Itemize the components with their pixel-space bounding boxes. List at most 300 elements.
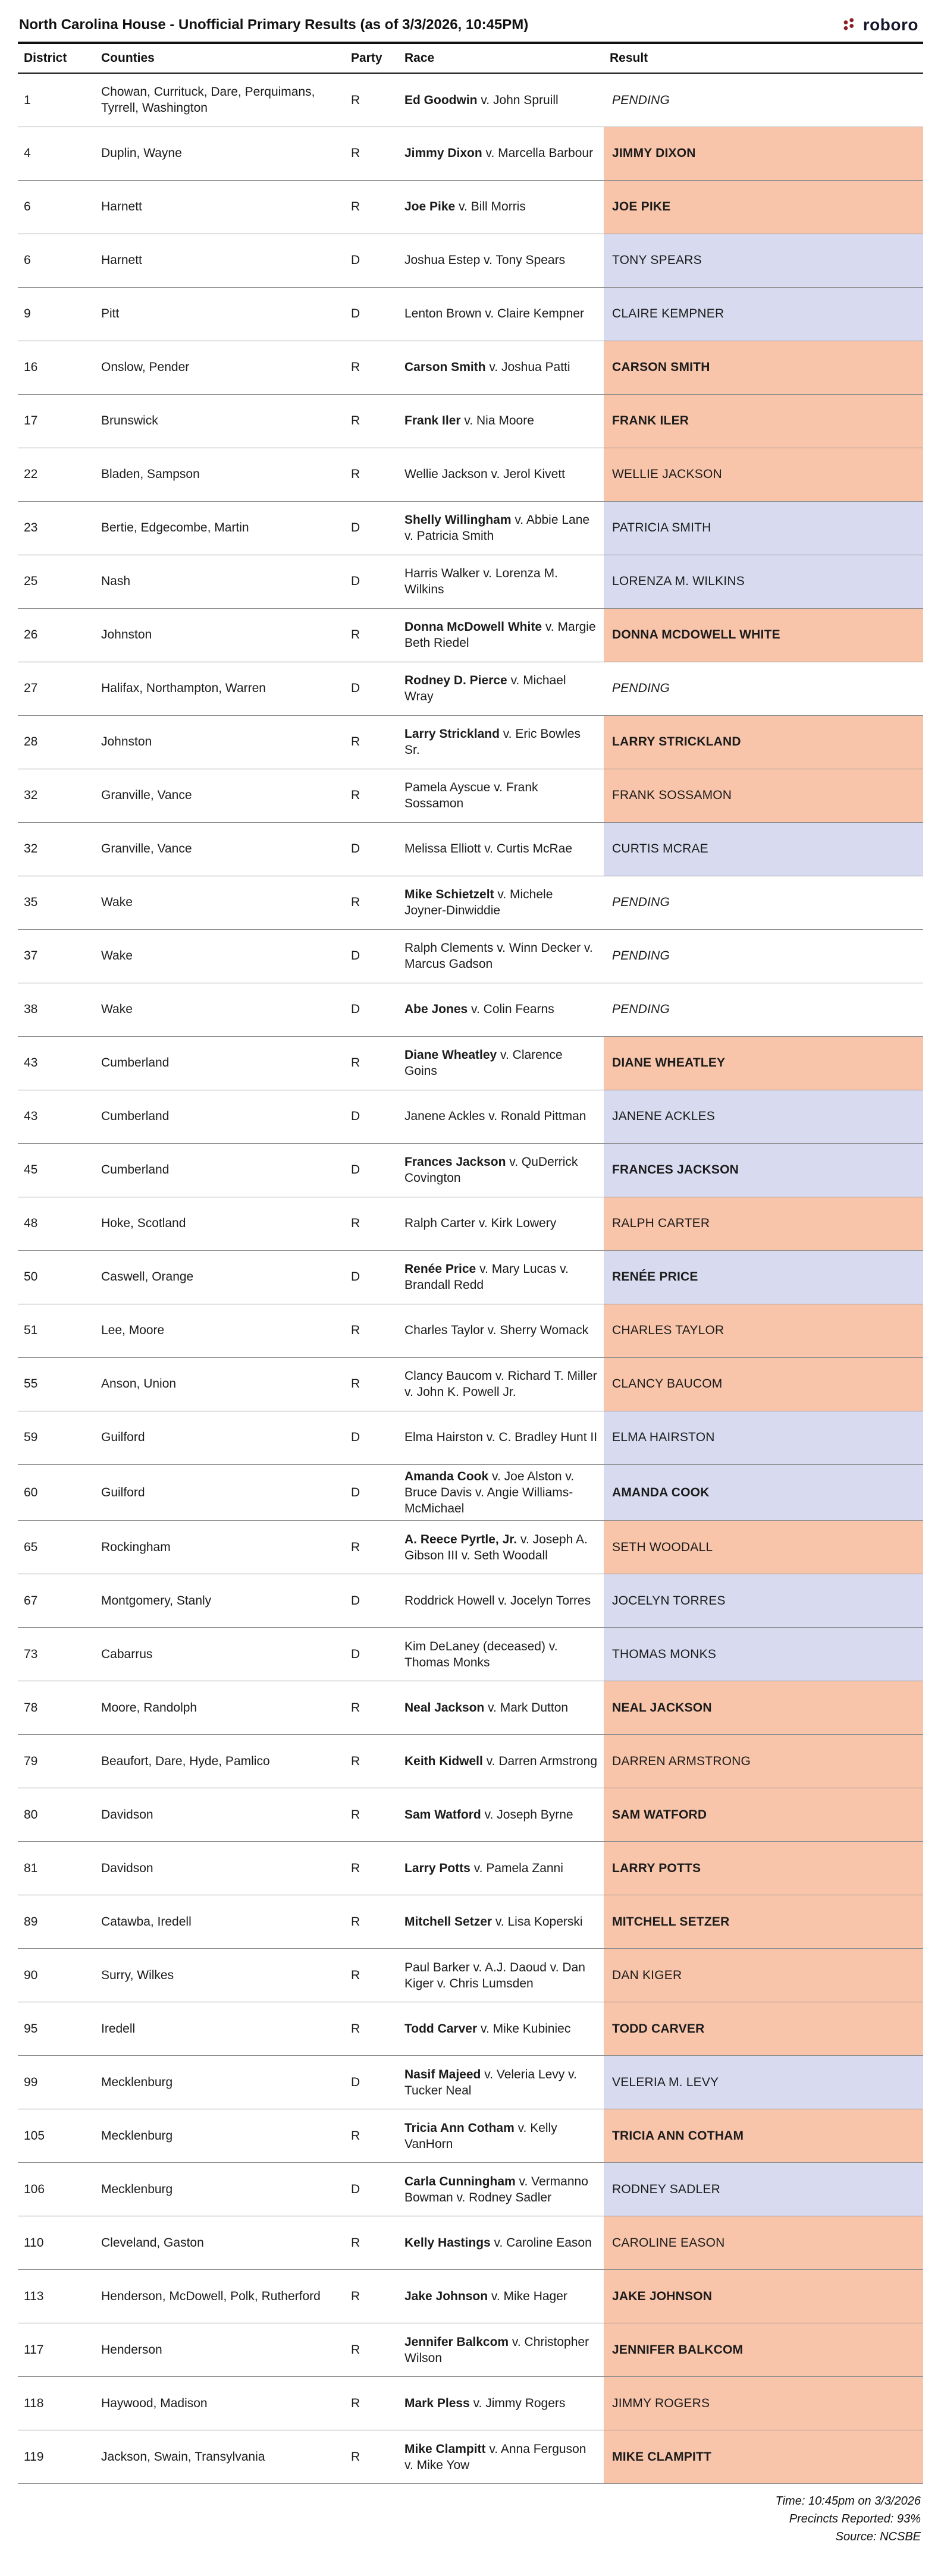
- result-cell: [604, 822, 923, 876]
- table-header-row: [18, 43, 923, 73]
- race-cell: [399, 1464, 604, 1521]
- counties-cell: Anson, Union: [95, 1357, 345, 1411]
- result-value: TRICIA ANN COTHAM: [612, 2129, 744, 2143]
- party-cell: R: [345, 1681, 399, 1735]
- district-cell: 50: [18, 1250, 95, 1304]
- counties-cell: Davidson: [95, 1788, 345, 1842]
- candidate-name: Angie Williams-McMichael: [404, 1485, 573, 1516]
- counties-cell: Henderson: [95, 2323, 345, 2377]
- race-cell: [399, 715, 604, 769]
- result-cell: [604, 2056, 923, 2109]
- versus-separator: v.: [470, 1861, 487, 1876]
- result-cell: [604, 876, 923, 929]
- candidate-name: Abbie Lane: [526, 512, 590, 527]
- candidate-name: Rodney Sadler: [469, 2190, 552, 2204]
- candidate-name: Keith Kidwell: [404, 1754, 483, 1769]
- party-cell: R: [345, 1788, 399, 1842]
- candidate-name: Curtis McRae: [496, 842, 573, 856]
- party-cell: R: [345, 180, 399, 234]
- versus-separator: v.: [477, 2022, 493, 2036]
- party-cell: R: [345, 1304, 399, 1357]
- table-row: [18, 555, 923, 608]
- race-cell: [399, 1090, 604, 1143]
- result-value: LARRY POTTS: [612, 1861, 701, 1876]
- counties-cell: Moore, Randolph: [95, 1681, 345, 1735]
- candidate-name: Wellie Jackson: [404, 467, 488, 482]
- header-bar: [18, 14, 923, 42]
- candidate-name: Ralph Carter: [404, 1216, 476, 1231]
- roboro-logo: [842, 15, 922, 34]
- race-cell: [399, 1250, 604, 1304]
- district-cell: 48: [18, 1197, 95, 1250]
- race-cell: [399, 1357, 604, 1411]
- result-cell: [604, 2163, 923, 2216]
- district-cell: 81: [18, 1842, 95, 1895]
- candidate-name: Neal Jackson: [404, 1701, 485, 1715]
- result-value: RODNEY SADLER: [612, 2182, 720, 2197]
- race-cell: [399, 2109, 604, 2163]
- result-value: JOE PIKE: [612, 200, 671, 214]
- result-value: RENÉE PRICE: [612, 1270, 698, 1284]
- party-cell: R: [345, 1735, 399, 1788]
- footer: [18, 2492, 923, 2546]
- candidate-name: Shelly Willingham: [404, 512, 512, 527]
- table-row: [18, 2163, 923, 2216]
- result-cell: [604, 1735, 923, 1788]
- versus-separator: v.: [472, 1485, 487, 1499]
- table-row: [18, 1681, 923, 1735]
- party-cell: D: [345, 1628, 399, 1681]
- party-cell: R: [345, 1895, 399, 1949]
- candidate-name: C. Bradley Hunt II: [498, 1430, 598, 1445]
- district-cell: 16: [18, 341, 95, 394]
- district-cell: 6: [18, 180, 95, 234]
- district-cell: 65: [18, 1521, 95, 1574]
- candidate-name: Tony Spears: [495, 253, 566, 268]
- versus-separator: v.: [545, 1639, 558, 1653]
- candidate-name: Eric Bowles Sr.: [404, 726, 581, 757]
- result-value: SAM WATFORD: [612, 1808, 707, 1822]
- result-value: CARSON SMITH: [612, 360, 710, 375]
- versus-separator: v.: [564, 2067, 577, 2081]
- result-cell: [604, 2430, 923, 2484]
- race-cell: [399, 929, 604, 983]
- versus-separator: v.: [457, 1548, 474, 1562]
- result-value: FRANCES JACKSON: [612, 1163, 739, 1177]
- candidate-name: Tucker Neal: [404, 2083, 472, 2097]
- candidate-name: Mike Schietzelt: [404, 887, 494, 901]
- party-cell: D: [345, 287, 399, 341]
- versus-separator: v.: [404, 2458, 417, 2472]
- candidate-name: Chris Lumsden: [449, 1976, 534, 1990]
- district-cell: 113: [18, 2270, 95, 2323]
- table-row: [18, 1357, 923, 1411]
- result-cell: [604, 448, 923, 501]
- candidate-name: Dan Kiger: [404, 1960, 585, 1990]
- result-cell: [604, 2002, 923, 2056]
- versus-separator: v.: [481, 1808, 497, 1822]
- result-value: MIKE CLAMPITT: [612, 2450, 712, 2464]
- candidate-name: Darren Armstrong: [498, 1754, 598, 1769]
- counties-cell: Surry, Wilkes: [95, 1949, 345, 2002]
- candidate-name: Brandall Redd: [404, 1278, 484, 1292]
- result-value: DAN KIGER: [612, 1968, 682, 1983]
- result-value: PENDING: [612, 949, 670, 963]
- counties-cell: Guilford: [95, 1411, 345, 1464]
- race-cell: [399, 769, 604, 822]
- result-cell: [604, 1464, 923, 1521]
- party-cell: R: [345, 73, 399, 127]
- table-row: [18, 1090, 923, 1143]
- result-value: AMANDA COOK: [612, 1485, 710, 1499]
- versus-separator: v.: [481, 842, 497, 856]
- party-cell: D: [345, 2056, 399, 2109]
- versus-separator: v.: [511, 512, 526, 527]
- table-row: [18, 1411, 923, 1464]
- candidate-name: Claire Kempner: [497, 307, 584, 321]
- party-cell: D: [345, 234, 399, 287]
- candidate-name: Renée Price: [404, 1262, 476, 1276]
- versus-separator: v.: [492, 1915, 508, 1929]
- race-cell: [399, 1842, 604, 1895]
- footer-source: Source: NCSBE: [835, 2530, 921, 2544]
- counties-cell: Harnett: [95, 234, 345, 287]
- party-cell: R: [345, 341, 399, 394]
- counties-cell: Mecklenburg: [95, 2163, 345, 2216]
- counties-cell: Mecklenburg: [95, 2056, 345, 2109]
- district-cell: 110: [18, 2216, 95, 2270]
- candidate-name: Clancy Baucom: [404, 1369, 493, 1383]
- counties-cell: Haywood, Madison: [95, 2377, 345, 2430]
- versus-separator: v.: [490, 780, 506, 794]
- results-table-body: [18, 73, 923, 2484]
- versus-separator: v.: [488, 1469, 504, 1483]
- race-cell: [399, 2430, 604, 2484]
- candidate-name: Jimmy Dixon: [404, 146, 482, 161]
- table-row: [18, 341, 923, 394]
- result-cell: [604, 73, 923, 127]
- table-row: [18, 2270, 923, 2323]
- candidate-name: Roddrick Howell: [404, 1594, 495, 1608]
- district-cell: 99: [18, 2056, 95, 2109]
- candidate-name: Ed Goodwin: [404, 93, 478, 107]
- candidate-name: Richard T. Miller: [507, 1369, 597, 1383]
- table-row: [18, 2377, 923, 2430]
- candidate-name: Carla Cunningham: [404, 2174, 516, 2188]
- party-cell: D: [345, 1250, 399, 1304]
- candidate-name: Jimmy Rogers: [485, 2396, 566, 2411]
- candidate-name: Bruce Davis: [404, 1485, 472, 1499]
- candidate-name: Jake Johnson: [404, 2289, 488, 2304]
- district-cell: 80: [18, 1788, 95, 1842]
- party-cell: R: [345, 876, 399, 929]
- versus-separator: v.: [494, 1594, 511, 1608]
- party-cell: R: [345, 394, 399, 448]
- candidate-name: Ronald Pittman: [500, 1109, 586, 1124]
- result-value: JIMMY DIXON: [612, 146, 696, 161]
- table-row: [18, 2216, 923, 2270]
- candidate-name: John Spruill: [493, 93, 559, 107]
- counties-cell: Beaufort, Dare, Hyde, Pamlico: [95, 1735, 345, 1788]
- table-row: [18, 1197, 923, 1250]
- result-cell: [604, 1842, 923, 1895]
- candidate-name: Mike Yow: [416, 2458, 470, 2472]
- district-cell: 78: [18, 1681, 95, 1735]
- candidate-name: Seth Woodall: [473, 1548, 548, 1562]
- candidate-name: Todd Carver: [404, 2022, 478, 2036]
- versus-separator: v.: [556, 1262, 569, 1276]
- versus-separator: v.: [453, 2190, 469, 2204]
- table-row: [18, 1036, 923, 1090]
- counties-cell: Onslow, Pender: [95, 341, 345, 394]
- race-cell: [399, 1628, 604, 1681]
- candidate-name: Lorenza M. Wilkins: [404, 566, 558, 596]
- candidate-name: Tricia Ann Cotham: [404, 2121, 515, 2135]
- district-cell: 90: [18, 1949, 95, 2002]
- party-cell: D: [345, 929, 399, 983]
- candidate-name: Nia Moore: [476, 414, 534, 428]
- table-row: [18, 1735, 923, 1788]
- counties-cell: Montgomery, Stanly: [95, 1574, 345, 1628]
- result-cell: [604, 1788, 923, 1842]
- result-cell: [604, 394, 923, 448]
- candidate-name: Harris Walker: [404, 566, 480, 580]
- versus-separator: v.: [485, 1109, 501, 1124]
- result-value: MITCHELL SETZER: [612, 1915, 730, 1929]
- district-cell: 45: [18, 1143, 95, 1197]
- result-value: CLANCY BAUCOM: [612, 1377, 723, 1391]
- district-cell: 23: [18, 501, 95, 555]
- versus-separator: v.: [485, 2442, 501, 2456]
- race-cell: [399, 555, 604, 608]
- candidate-name: Kelly VanHorn: [404, 2121, 557, 2151]
- result-value: JENNIFER BALKCOM: [612, 2343, 744, 2357]
- result-value: TODD CARVER: [612, 2022, 705, 2036]
- candidate-name: Nasif Majeed: [404, 2067, 481, 2081]
- versus-separator: v.: [581, 941, 593, 955]
- party-cell: R: [345, 1521, 399, 1574]
- table-row: [18, 2109, 923, 2163]
- party-cell: D: [345, 822, 399, 876]
- counties-cell: Jackson, Swain, Transylvania: [95, 2430, 345, 2484]
- table-row: [18, 1304, 923, 1357]
- counties-cell: Bertie, Edgecombe, Martin: [95, 501, 345, 555]
- race-cell: [399, 1521, 604, 1574]
- party-cell: R: [345, 1036, 399, 1090]
- result-cell: [604, 1090, 923, 1143]
- versus-separator: v.: [476, 1262, 492, 1276]
- race-cell: [399, 448, 604, 501]
- result-cell: [604, 1895, 923, 1949]
- race-cell: [399, 608, 604, 662]
- versus-separator: v.: [485, 360, 501, 375]
- candidate-name: A.J. Daoud: [485, 1960, 547, 1974]
- candidate-name: Frank Sossamon: [404, 780, 538, 810]
- versus-separator: v.: [488, 2289, 504, 2304]
- result-cell: [604, 2377, 923, 2430]
- counties-cell: Bladen, Sampson: [95, 448, 345, 501]
- versus-separator: v.: [469, 2396, 486, 2411]
- results-table: [18, 42, 923, 2484]
- counties-cell: Caswell, Orange: [95, 1250, 345, 1304]
- table-row: [18, 1574, 923, 1628]
- versus-separator: v.: [404, 529, 417, 543]
- counties-cell: Pitt: [95, 287, 345, 341]
- party-cell: R: [345, 1197, 399, 1250]
- table-row: [18, 983, 923, 1036]
- versus-separator: v.: [404, 1385, 417, 1399]
- district-cell: 38: [18, 983, 95, 1036]
- versus-separator: v.: [507, 673, 523, 687]
- versus-separator: v.: [434, 1976, 450, 1990]
- counties-cell: Wake: [95, 876, 345, 929]
- result-cell: [604, 180, 923, 234]
- race-cell: [399, 1788, 604, 1842]
- result-value: PENDING: [612, 93, 670, 107]
- district-cell: 60: [18, 1464, 95, 1521]
- result-cell: [604, 662, 923, 715]
- district-cell: 117: [18, 2323, 95, 2377]
- race-cell: [399, 394, 604, 448]
- result-cell: [604, 929, 923, 983]
- versus-separator: v.: [468, 1002, 484, 1017]
- counties-cell: Nash: [95, 555, 345, 608]
- table-row: [18, 287, 923, 341]
- race-cell: [399, 1681, 604, 1735]
- candidate-name: Kelly Hastings: [404, 2236, 491, 2250]
- candidate-name: Mike Kubiniec: [493, 2022, 571, 2036]
- table-row: [18, 1895, 923, 1949]
- candidate-name: Frances Jackson: [404, 1155, 506, 1169]
- table-row: [18, 876, 923, 929]
- party-cell: D: [345, 1411, 399, 1464]
- race-cell: [399, 2163, 604, 2216]
- column-header-district: District: [18, 43, 95, 73]
- versus-separator: v.: [515, 2174, 532, 2188]
- party-cell: D: [345, 501, 399, 555]
- district-cell: 43: [18, 1090, 95, 1143]
- result-value: LARRY STRICKLAND: [612, 735, 741, 749]
- party-cell: R: [345, 2430, 399, 2484]
- table-row: [18, 394, 923, 448]
- result-cell: [604, 555, 923, 608]
- party-cell: R: [345, 1842, 399, 1895]
- counties-cell: Harnett: [95, 180, 345, 234]
- candidate-name: Joseph A. Gibson III: [404, 1532, 588, 1562]
- versus-separator: v.: [497, 1048, 513, 1062]
- table-row: [18, 769, 923, 822]
- result-cell: [604, 287, 923, 341]
- candidate-name: Marcella Barbour: [498, 146, 594, 161]
- candidate-name: QuDerrick Covington: [404, 1155, 578, 1185]
- race-cell: [399, 1574, 604, 1628]
- result-value: DONNA MCDOWELL WHITE: [612, 628, 780, 642]
- party-cell: R: [345, 448, 399, 501]
- candidate-name: Donna McDowell White: [404, 619, 542, 634]
- race-cell: [399, 2056, 604, 2109]
- party-cell: R: [345, 2216, 399, 2270]
- party-cell: D: [345, 1574, 399, 1628]
- result-value: JOCELYN TORRES: [612, 1594, 726, 1608]
- race-cell: [399, 73, 604, 127]
- race-cell: [399, 822, 604, 876]
- race-cell: [399, 127, 604, 180]
- race-cell: [399, 1036, 604, 1090]
- versus-separator: v.: [492, 1369, 508, 1383]
- result-value: NEAL JACKSON: [612, 1701, 712, 1715]
- result-cell: [604, 1628, 923, 1681]
- result-cell: [604, 1681, 923, 1735]
- candidate-name: Kim DeLaney (deceased): [404, 1639, 545, 1653]
- candidate-name: Janene Ackles: [404, 1109, 485, 1124]
- candidate-name: Jocelyn Torres: [510, 1594, 591, 1608]
- roboro-logo-text: roboro: [862, 15, 918, 34]
- versus-separator: v.: [480, 253, 496, 268]
- candidate-name: Larry Potts: [404, 1861, 471, 1876]
- versus-separator: v.: [546, 1960, 563, 1974]
- result-cell: [604, 1143, 923, 1197]
- candidate-name: Pamela Ayscue: [404, 780, 491, 794]
- district-cell: 9: [18, 287, 95, 341]
- result-value: PATRICIA SMITH: [612, 521, 711, 535]
- table-row: [18, 715, 923, 769]
- party-cell: R: [345, 1357, 399, 1411]
- result-cell: [604, 2270, 923, 2323]
- district-cell: 35: [18, 876, 95, 929]
- district-cell: 59: [18, 1411, 95, 1464]
- table-row: [18, 2056, 923, 2109]
- versus-separator: v.: [493, 941, 509, 955]
- versus-separator: v.: [562, 1469, 575, 1483]
- party-cell: D: [345, 983, 399, 1036]
- counties-cell: Catawba, Iredell: [95, 1895, 345, 1949]
- district-cell: 79: [18, 1735, 95, 1788]
- table-row: [18, 73, 923, 127]
- table-row: [18, 180, 923, 234]
- result-value: PENDING: [612, 681, 670, 696]
- table-row: [18, 127, 923, 180]
- party-cell: D: [345, 1143, 399, 1197]
- candidate-name: Kirk Lowery: [491, 1216, 557, 1231]
- candidate-name: Mark Pless: [404, 2396, 470, 2411]
- candidate-name: Rodney D. Pierce: [404, 673, 507, 687]
- versus-separator: v.: [460, 414, 476, 428]
- district-cell: 89: [18, 1895, 95, 1949]
- district-cell: 1: [18, 73, 95, 127]
- counties-cell: Brunswick: [95, 394, 345, 448]
- counties-cell: Rockingham: [95, 1521, 345, 1574]
- versus-separator: v.: [481, 2067, 497, 2081]
- result-value: CLAIRE KEMPNER: [612, 307, 724, 321]
- table-row: [18, 1143, 923, 1197]
- result-cell: [604, 2323, 923, 2377]
- versus-separator: v.: [484, 1701, 500, 1715]
- race-cell: [399, 1197, 604, 1250]
- candidate-name: Patricia Smith: [416, 529, 494, 543]
- candidate-name: Elma Hairston: [404, 1430, 483, 1445]
- party-cell: D: [345, 555, 399, 608]
- result-value: JAKE JOHNSON: [612, 2289, 713, 2304]
- table-row: [18, 1788, 923, 1842]
- party-cell: D: [345, 662, 399, 715]
- versus-separator: v.: [469, 1960, 485, 1974]
- candidate-name: Melissa Elliott: [404, 842, 481, 856]
- counties-cell: Davidson: [95, 1842, 345, 1895]
- race-cell: [399, 662, 604, 715]
- result-value: SETH WOODALL: [612, 1540, 713, 1555]
- candidate-name: Joe Pike: [404, 200, 456, 214]
- versus-separator: v.: [482, 1754, 499, 1769]
